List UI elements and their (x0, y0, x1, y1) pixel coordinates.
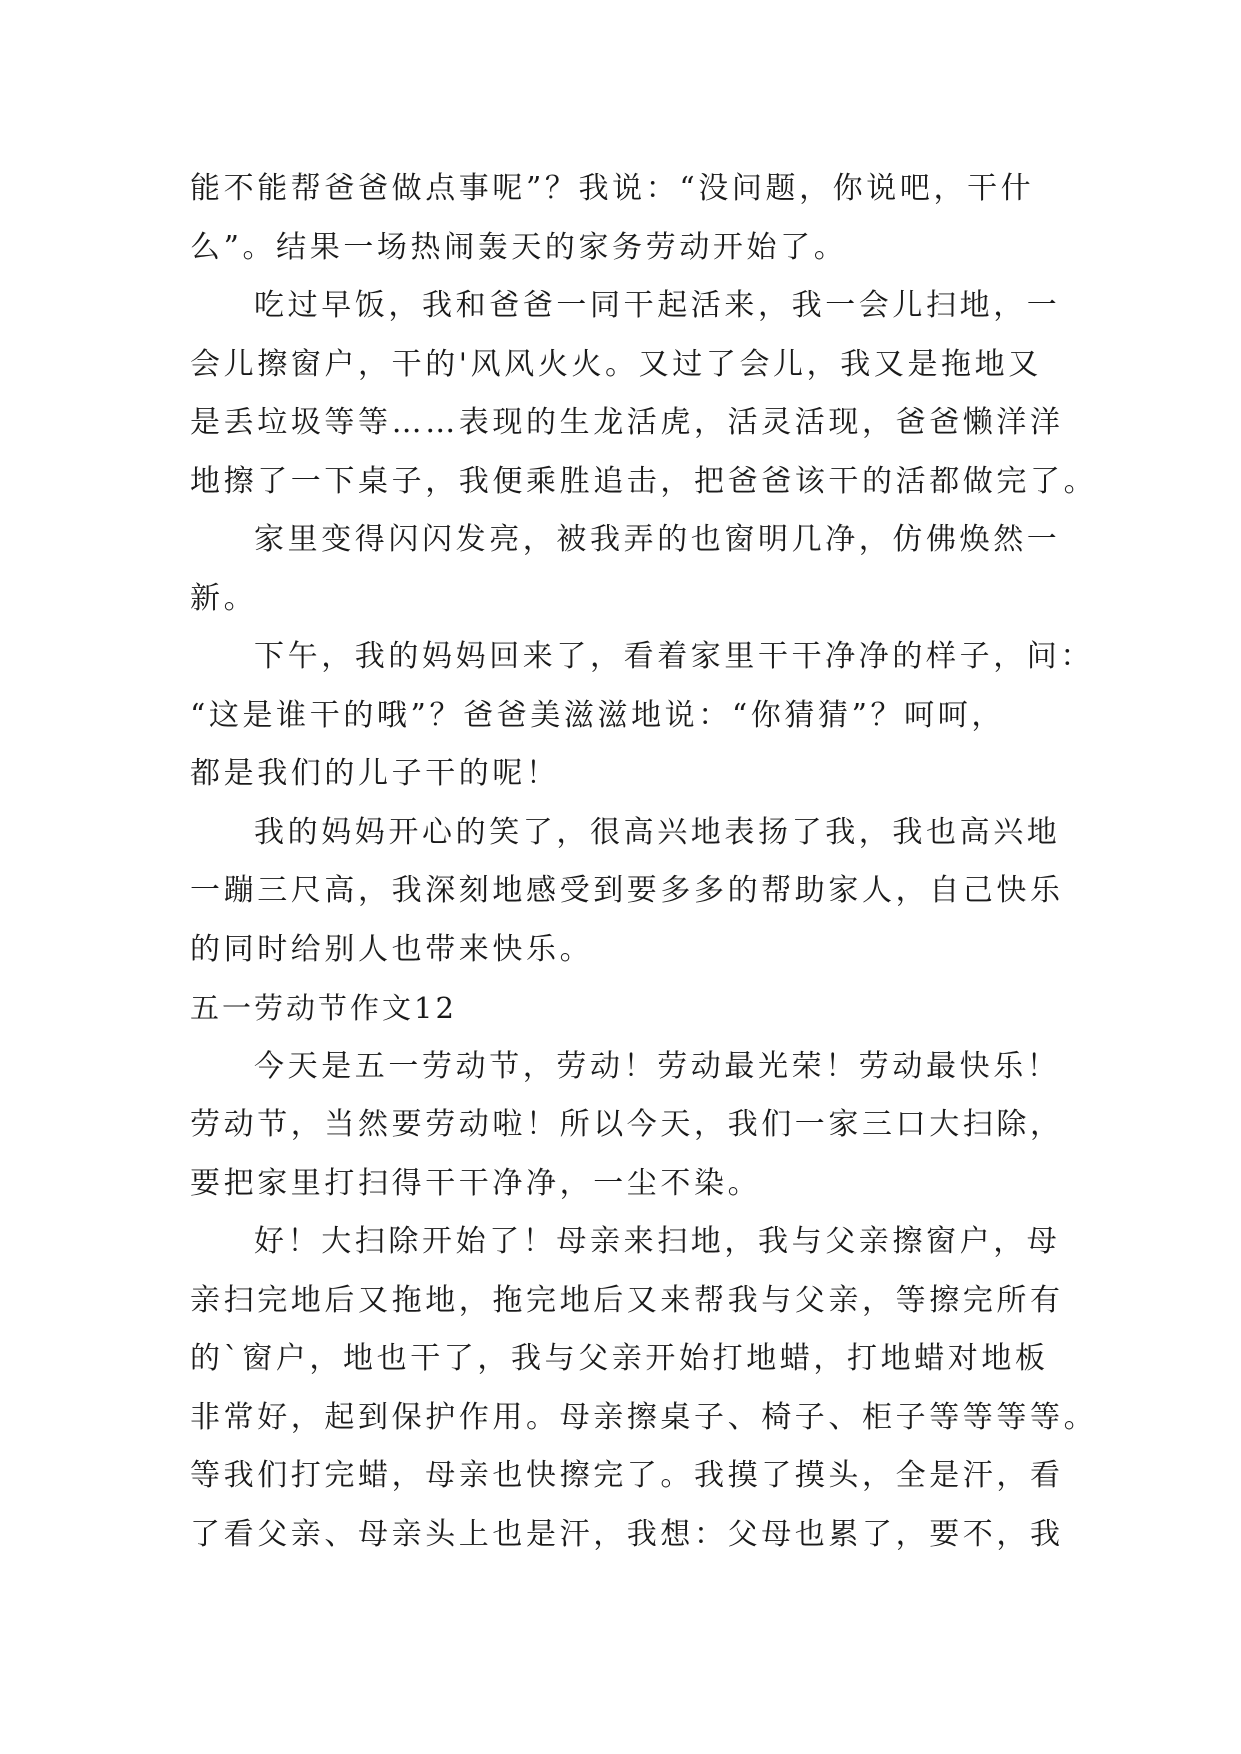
paragraph-line: 都是我们的儿子干的呢！ (190, 756, 560, 791)
paragraph-first-line: 下午，我的妈妈回来了，看着家里干干净净的样子，问： (254, 639, 1094, 674)
paragraph-first-line: 好！大扫除开始了！母亲来扫地，我与父亲擦窗户，母 (254, 1224, 1061, 1259)
paragraph-line: “这是谁干的哦”？爸爸美滋滋地说：“你猜猜”？呵呵， (190, 697, 1005, 733)
paragraph-line: 地擦了一下桌子，我便乘胜追击，把爸爸该干的活都做完了。 (190, 463, 1098, 499)
paragraph-line: 劳动节，当然要劳动啦！所以今天，我们一家三口大扫除， (190, 1107, 1064, 1142)
paragraph-first-line: 家里变得闪闪发亮，被我弄的也窗明几净，仿佛焕然一 (254, 522, 1061, 557)
paragraph-line: 是丢垃圾等等……表现的生龙活虎，活灵活现，爸爸懒洋洋 (190, 405, 1064, 440)
paragraph-line: 么”。结果一场热闹轰天的家务劳动开始了。 (190, 229, 848, 265)
document-body (190, 160, 1098, 1564)
paragraph-line: 亲扫完地后又拖地，拖完地后又来帮我与父亲，等擦完所有 (190, 1282, 1064, 1318)
paragraph-line: 非常好，起到保护作用。母亲擦桌子、椅子、柜子等等等等。 (190, 1399, 1098, 1435)
paragraph-first-line: 今天是五一劳动节，劳动！劳动最光荣！劳动最快乐！ (254, 1048, 1061, 1084)
paragraph-line: 了看父亲、母亲头上也是汗，我想：父母也累了，要不，我 (190, 1516, 1064, 1552)
paragraph-line: 会儿擦窗户，干的'风风火火。又过了会儿，我又是拖地又 (190, 346, 1042, 382)
paragraph-first-line: 吃过早饭，我和爸爸一同干起活来，我一会儿扫地，一 (254, 288, 1061, 323)
paragraph-line: 的同时给别人也带来快乐。 (190, 931, 594, 967)
paragraph-line: 新。 (190, 580, 258, 616)
paragraph-first-line: 我的妈妈开心的笑了，很高兴地表扬了我，我也高兴地 (254, 814, 1061, 850)
paragraph-line: 一蹦三尺高，我深刻地感受到要多多的帮助家人，自己快乐 (190, 873, 1064, 908)
paragraph-line: 要把家里打扫得干干净净，一尘不染。 (190, 1165, 762, 1201)
paragraph-line: 能不能帮爸爸做点事呢”？我说：“没问题，你说吧，干什 (190, 171, 1035, 206)
section-heading: 五一劳动节作文12 (190, 991, 457, 1025)
paragraph-line: 的`窗户，地也干了，我与父亲开始打地蜡，打地蜡对地板 (190, 1341, 1049, 1376)
paragraph-line: 等我们打完蜡，母亲也快擦完了。我摸了摸头，全是汗，看 (190, 1458, 1064, 1493)
